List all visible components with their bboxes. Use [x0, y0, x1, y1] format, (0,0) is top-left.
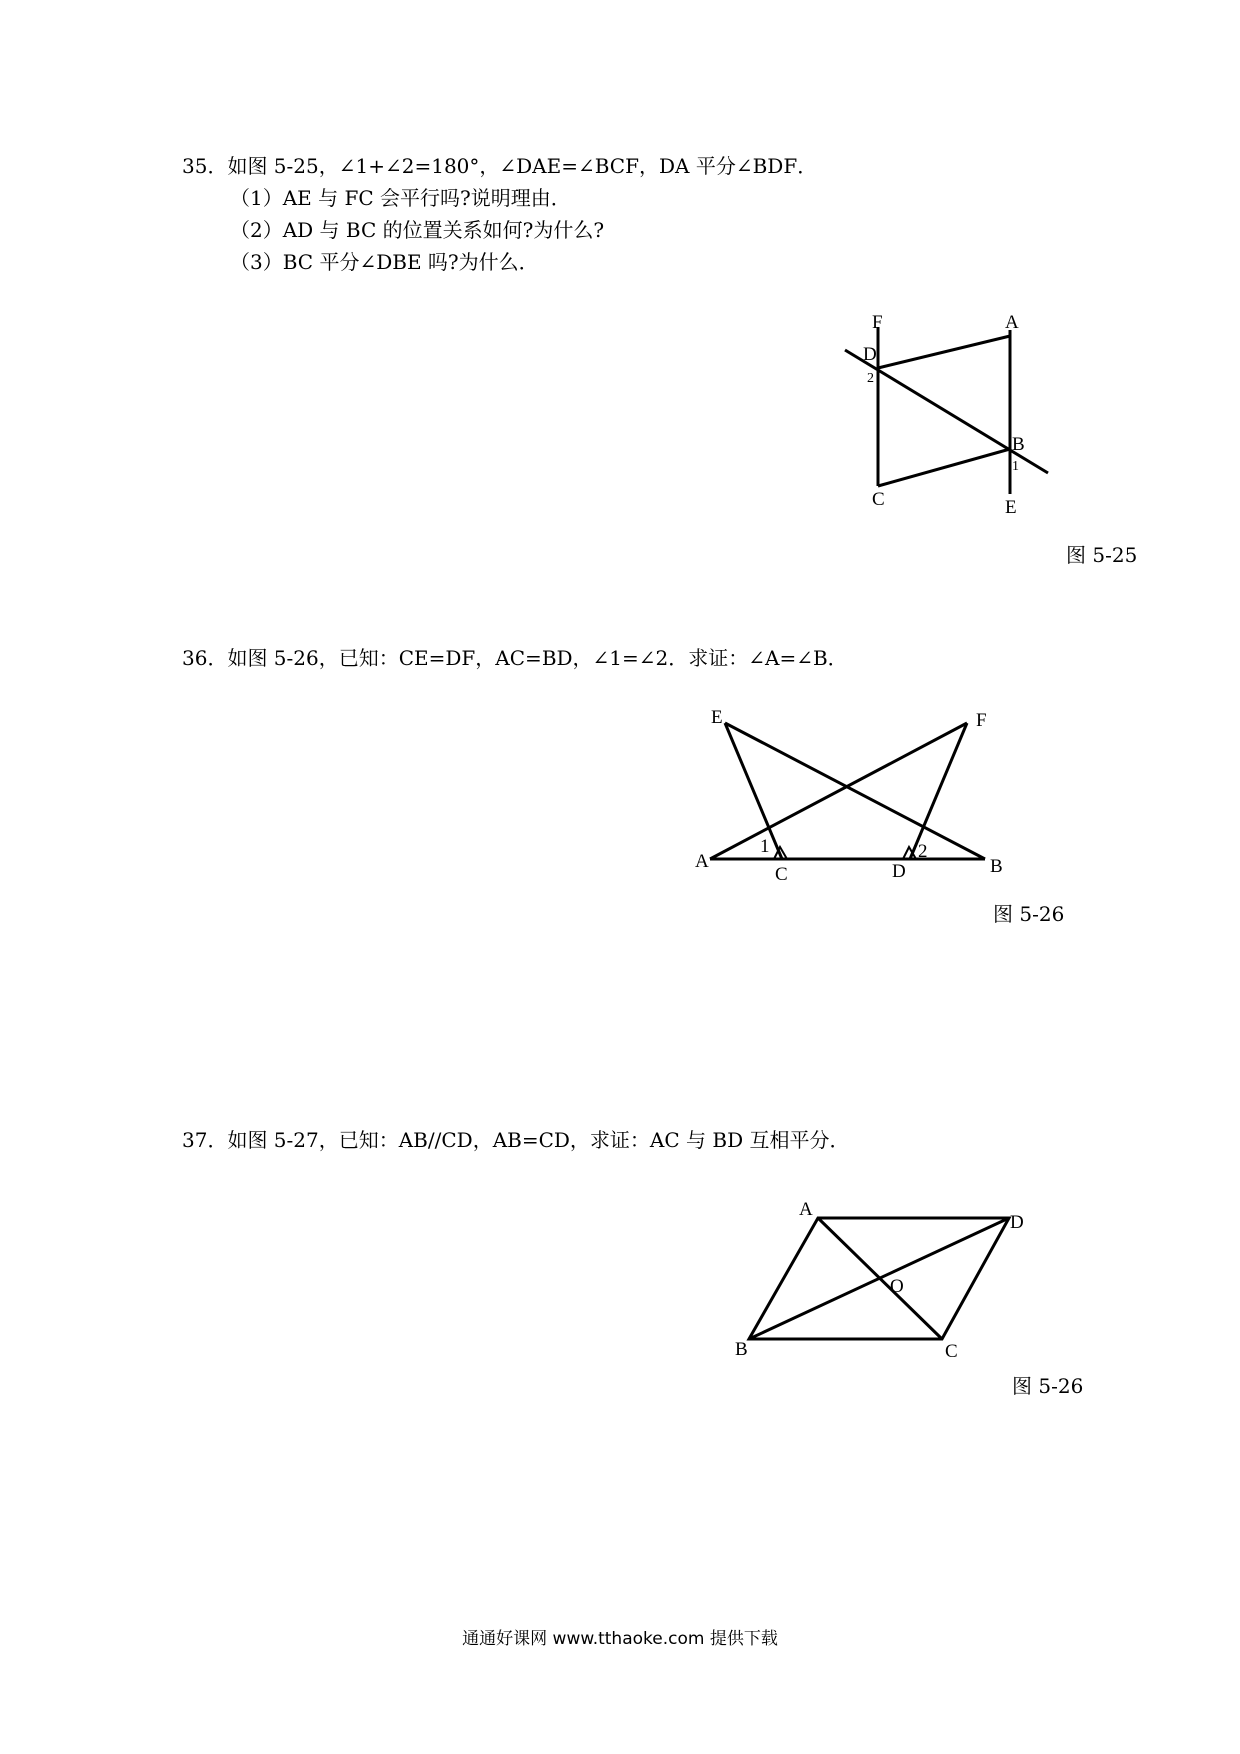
diagonal-bd: [749, 1218, 1009, 1339]
footer-source: 通通好课网 www.tthaoke.com 提供下载: [462, 1629, 778, 1649]
question-35-part-3: （3）BC 平分∠DBE 吗?为什么．: [230, 250, 539, 274]
label-angle-1: 1: [760, 836, 770, 857]
question-35-part-2: （2）AD 与 BC 的位置关系如何?为什么?: [230, 218, 605, 242]
question-36-stem: 36．如图 5-26，已知：CE=DF，AC=BD，∠1=∠2．求证：∠A=∠B．: [182, 646, 848, 670]
label-c: C: [775, 864, 788, 885]
label-e: E: [711, 707, 723, 728]
label-angle-2: 2: [867, 371, 874, 386]
label-a: A: [1005, 312, 1019, 333]
label-a: A: [695, 851, 709, 872]
label-d: D: [892, 861, 906, 882]
label-c: C: [872, 489, 885, 510]
label-b: B: [735, 1339, 748, 1360]
question-35-stem: 35．如图 5-25，∠1+∠2=180°，∠DAE=∠BCF，DA 平分∠BDF．: [182, 154, 818, 178]
question-37-stem: 37．如图 5-27，已知：AB//CD，AB=CD，求证：AC 与 BD 互相平分．: [182, 1128, 850, 1152]
label-angle-1: 1: [1012, 459, 1019, 474]
label-b: B: [1012, 434, 1025, 455]
figure-5-26-caption: 图 5-26: [993, 902, 1065, 926]
label-o: O: [890, 1276, 904, 1297]
label-b: B: [990, 856, 1003, 877]
figure-5-25-caption: 图 5-25: [1066, 543, 1138, 567]
question-35-part-1: （1）AE 与 FC 会平行吗?说明理由．: [230, 186, 571, 210]
label-d: D: [1010, 1212, 1024, 1233]
label-c: C: [945, 1341, 958, 1362]
figure-5-27-caption: 图 5-26: [1012, 1374, 1084, 1398]
label-a: A: [799, 1199, 813, 1220]
label-angle-2: 2: [918, 841, 928, 862]
label-f: F: [976, 710, 987, 731]
label-e: E: [1005, 497, 1017, 518]
label-f: F: [872, 312, 883, 333]
label-d: D: [863, 344, 877, 365]
